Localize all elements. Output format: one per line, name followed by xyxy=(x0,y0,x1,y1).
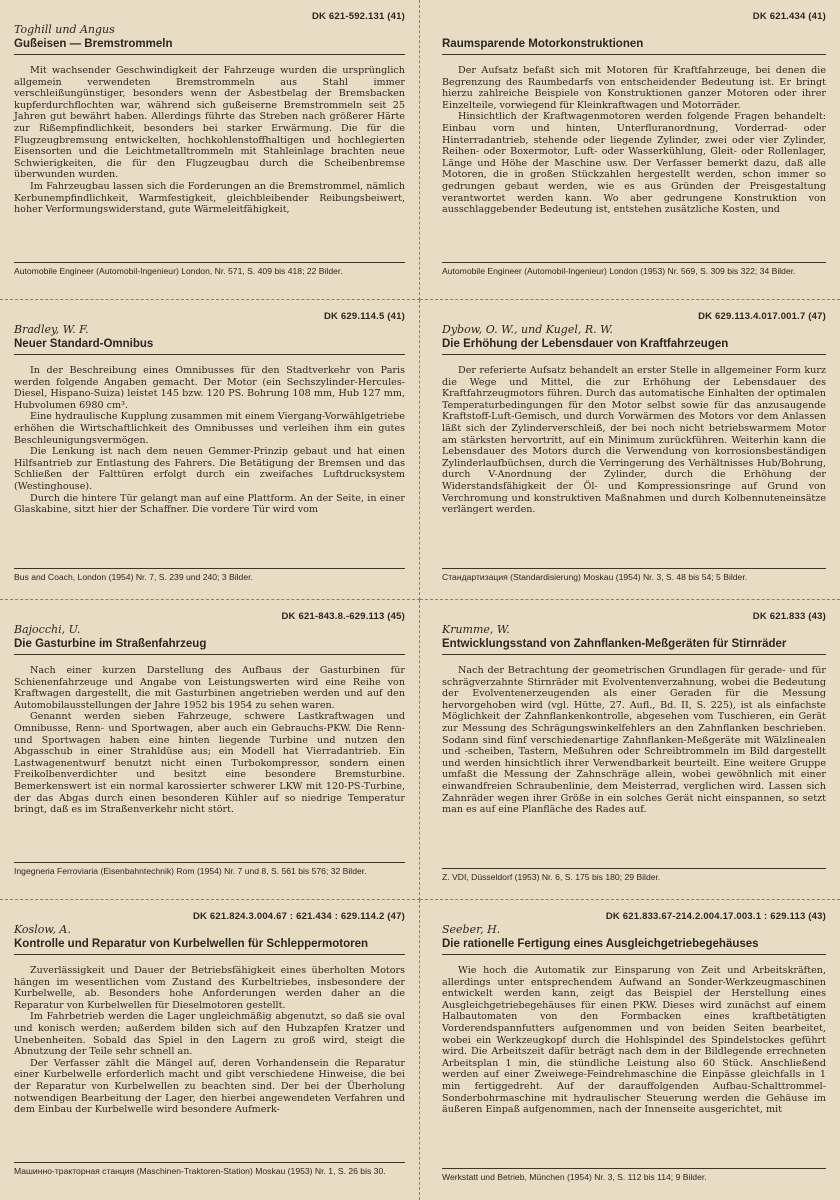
abstract-paragraph: Wie hoch die Automatik zur Einsparung von Zeit und Arbeitskräften, allerdings unter entsprechendem Aufwand an Sonder-Werkzeugmaschinen entwickelt werden kann, zeigt das Beispiel der Herstellung eines Ausgleichgetriebegehäuses für einen PKW. Dieses wird zunächst auf einem Halbautomaten von den Formbacken eines kraftbetätigten Vorderendspannfutters aufgenommen und von beiden Seiten bearbeitet, wobei ein Werkzeugkopf durch die Hohlspindel des Spindelstockes geführt wird. Die Arbeitszeit dafür beträgt nach dem in der Bildlegende errechneten Arbeitsplan 1 min, die stündliche Leistung also 60 Stück. Anschließend werden auf einer Zweiwege-Feindrehmaschine die Einpässe gleichfalls in 1 min fertiggedreht. Auf der darauffolgenden Aufbau-Schalttrommel-Sonderbohrmaschine mit hydraulischer Steuerung werden die Gehäuse im äußeren Einpaß aufgenommen, nach der Innenseite ausgerichtet, mit xyxy=(442,965,826,1116)
abstract-card xyxy=(420,900,840,1200)
abstract-body xyxy=(14,65,405,216)
abstract-card xyxy=(420,300,840,600)
author-line: Toghill und Angus xyxy=(14,23,115,36)
source-citation: Automobile Engineer (Automobil-Ingenieur) London (1953) Nr. 569, S. 309 bis 322; 34 Bilder. xyxy=(442,262,826,277)
abstract-card xyxy=(0,0,420,300)
abstract-paragraph: Der Verfasser zählt die Mängel auf, deren Vorhandensein die Reparatur einer Kurbelwelle erforderlich macht und gibt verschiedene Hinweise, die bei der Reparatur von Kurbelwellen zu beachten sind. Der bei der Überholung notwendigen Bearbeitung der Lager, den hierbei angewendeten Verfahren und dem Einbau der Kurbelwelle wird besondere Aufmerk- xyxy=(14,1057,405,1116)
author-line xyxy=(442,23,826,37)
dk-classification: DK 621.833 (43) xyxy=(752,611,826,622)
abstract-paragraph: Die Lenkung ist nach dem neuen Gemmer-Prinzip gebaut und hat einen Hilfsantrieb zur Entlastung des Fahrers. Die Betätigung der Bremsen und das Schließen der Falttüren erfolgt durch ein zweifaches Luftdrucksystem (Westinghouse). xyxy=(14,446,405,492)
abstract-body xyxy=(442,365,826,516)
abstract-body xyxy=(442,965,826,1116)
abstract-body xyxy=(442,65,826,216)
abstract-paragraph: Der Aufsatz befaßt sich mit Motoren für Kraftfahrzeuge, bei denen die Begrenzung des Raumbedarfs von entscheidender Bedeutung ist. Er bringt hierzu zahlreiche Beispiele von Konstruktionen ganzer Motoren oder ihrer Einzelteile, vorwiegend für Kleinkraftwagen und Motorräder. xyxy=(442,65,826,111)
dk-classification: DK 621.434 (41) xyxy=(752,11,826,22)
dk-classification: DK 629.114.5 (41) xyxy=(323,311,405,322)
abstract-paragraph: Zuverlässigkeit und Dauer der Betriebsfähigkeit eines überholten Motors hängen im wesentlichen vom Zustand des Kurbeltriebes, insbesondere der Kurbelwelle, ab. Besonders hohe Anforderungen werden daher an die Reparatur von Kurbelwellen für Dieselmotoren gestellt. xyxy=(14,965,405,1011)
source-citation: Машинно-тракторная станция (Maschinen-Traktoren-Station) Moskau (1953) Nr. 1, S. 26 bis 30. xyxy=(14,1162,405,1177)
abstract-paragraph: Im Fahrbetrieb werden die Lager ungleichmäßig abgenutzt, so daß sie oval und konisch werden; außerdem bilden sich auf den Hubzapfen Kratzer und Unebenheiten. Sobald das Spiel in den Lagern zu groß wird, steigt die Abnutzung der Teile sehr schnell an. xyxy=(14,1011,405,1058)
abstract-body xyxy=(442,665,826,816)
dk-classification: DK 621-592.131 (41) xyxy=(311,11,405,22)
abstract-title: Raumsparende Motorkonstruktionen xyxy=(442,37,826,55)
abstract-card xyxy=(0,900,420,1200)
abstract-paragraph: Nach einer kurzen Darstellung des Aufbaus der Gasturbinen für Schienenfahrzeuge und Angabe von Leistungswerten wird eine Reihe von Kraftwagen dargestellt, die mit Gasturbinen angetrieben werden und auf den Automobilausstellungen der Jahre 1952 bis 1954 zu sehen waren. xyxy=(14,665,405,711)
dk-classification: DK 621.824.3.004.67 : 621.434 : 629.114.2 (47) xyxy=(192,911,405,922)
abstract-body xyxy=(14,365,405,516)
source-citation: Werkstatt und Betrieb, München (1954) Nr. 3, S. 112 bis 114; 9 Bilder. xyxy=(442,1168,826,1183)
abstract-paragraph: Hinsichtlich der Kraftwagenmotoren werden folgende Fragen behandelt: Einbau vorn und hinten, Unterfluranordnung, Vorderrad- oder Hinterradantrieb, stehende oder liegende Zylinder, zwei oder vier Zylinder, Reihen- oder Boxermotor, Luft- oder Wasserkühlung, Gleit- oder Rollenlager, Länge und Höhe der Maschine usw. Der Verfasser bemerkt dazu, daß alle Motoren, die in großen Stückzahlen hergestellt werden, schon immer so gedrungen gebaut werden, wie es aus Gründen der Preisgestaltung verantwortet werden kann. Wo aber gedrungene Konstruktion von ausschlaggebender Bedeutung ist, entstehen zusätzliche Kosten, und xyxy=(442,111,826,216)
author-line: Bajocchi, U. xyxy=(14,623,81,636)
abstract-title: Die Erhöhung der Lebensdauer von Kraftfahrzeugen xyxy=(442,337,826,355)
author-line: Koslow, A. xyxy=(14,923,71,936)
abstract-title: Die rationelle Fertigung eines Ausgleichgetriebegehäuses xyxy=(442,937,826,955)
dk-classification: DK 621.833.67-214.2.004.17.003.1 : 629.113 (43) xyxy=(605,911,826,922)
abstract-paragraph: Genannt werden sieben Fahrzeuge, schwere Lastkraftwagen und Omnibusse, Renn- und Sportwagen, aber auch ein Gebrauchs-PKW. Die Renn- und Sportwagen haben eine hinten liegende Turbine und nutzen den Abgasschub in einer Strahldüse aus; ein Modell hat Vierradantrieb. Ein Lastwagenentwurf benutzt nicht einen Turbokompressor, sondern einen Freikolbenverdichter und besitzt eine besondere Bremsturbine. Bemerkenswert ist ein normal karossierter schwerer LKW mit 120-PS-Turbine, der das Abgas durch einen besonderen Kühler auf so niedrige Temperatur bringt, daß es im Straßenverkehr nicht stört. xyxy=(14,711,405,816)
abstract-paragraph: Eine hydraulische Kupplung zusammen mit einem Viergang-Vorwählgetriebe erhöhen die Wirtschaftlichkeit des Omnibusses und verleihen ihm ein gutes Beschleunigungsvermögen. xyxy=(14,411,405,446)
source-citation: Ingegneria Ferroviaria (Eisenbahntechnik) Rom (1954) Nr. 7 und 8, S. 561 bis 576; 32 Bilder. xyxy=(14,862,405,877)
abstract-paragraph: Mit wachsender Geschwindigkeit der Fahrzeuge wurden die ursprünglich allgemein verwendeten Bremstrommeln aus Stahl immer verschleißungünstiger, besonders wenn der Asbestbelag der Bremsbacken kupferdurchflochten war, während sich gußeiserne Bremstrommeln seit 25 Jahren gut bewährt haben. Allerdings führte das Streben nach größerer Härte zur Rißempfindlichkeit, besonders bei starker Erwärmung. Die für die Flugzeugbremsung entwickelten, hochkohlenstoffhaltigen und hochlegierten Eisensorten und die Leichtmetalltrommeln mit Stahleinlage brachten neue Schwierigkeiten, die für den Flugzeugbau durch die Scheibenbremse überwunden wurden. xyxy=(14,65,405,181)
abstract-card xyxy=(420,0,840,300)
abstract-paragraph: Der referierte Aufsatz behandelt an erster Stelle in allgemeiner Form kurz die Wege und Mittel, die zur Erhöhung der Lebensdauer des Kraftfahrzeugmotors führen. Durch das automatische Einhalten der optimalen Temperaturbedingungen für den Motor selbst sowie für das anzusaugende Kraftstoff-Luft-Gemisch, und durch Vorwärmen des Motors vor dem Anlassen läßt sich der Zylinderverschleiß, der bei noch nicht betriebswarmem Motor am stärksten hervortritt, auf ein Minimum zurückführen. Weiterhin kann die Lebensdauer des Motors durch die Verwendung von korrosionsbeständigen Zylinderlaufbüchsen, durch die Verringerung des Verhältnisses Hub/Bohrung, durch V-Anordnung der Zylinder, durch die Erhöhung der Widerstandsfähigkeit der Öl- und Kompressionsringe auf Grund von Verchromung und konstruktiven Maßnahmen und durch Kolbennuteneinsätze verlängert werden. xyxy=(442,365,826,516)
abstract-title: Gußeisen — Bremstrommeln xyxy=(14,37,405,55)
abstract-title: Entwicklungsstand von Zahnflanken-Meßgeräten für Stirnräder xyxy=(442,637,826,655)
abstract-paragraph: Im Fahrzeugbau lassen sich die Forderungen an die Bremstrommel, nämlich Kerbunempfindlichkeit, Warmfestigkeit, gleichbleibender Reibungsbeiwert, hoher Verformungswiderstand, gute Wärmeleitfähigkeit, xyxy=(14,180,405,216)
abstract-title: Kontrolle und Reparatur von Kurbelwellen für Schleppermotoren xyxy=(14,937,405,955)
abstract-body xyxy=(14,665,405,816)
author-line: Bradley, W. F. xyxy=(14,323,89,336)
source-citation: Z. VDI, Düsseldorf (1953) Nr. 6, S. 175 bis 180; 29 Bilder. xyxy=(442,868,826,883)
source-citation: Bus and Coach, London (1954) Nr. 7, S. 239 und 240; 3 Bilder. xyxy=(14,568,405,583)
dk-classification: DK 621-843.8.-629.113 (45) xyxy=(281,611,405,622)
abstract-paragraph: In der Beschreibung eines Omnibusses für den Stadtverkehr von Paris werden folgende Angaben gemacht. Der Motor (ein Sechszylinder-Hercules-Diesel, Hispano-Suiza) leistet 145 bzw. 120 PS. Bohrung 108 mm, Hub 127 mm, Hubvolumen 6980 cm³. xyxy=(14,365,405,411)
abstract-title: Die Gasturbine im Straßenfahrzeug xyxy=(14,637,405,655)
abstract-card xyxy=(0,600,420,900)
abstract-card xyxy=(420,600,840,900)
abstract-card xyxy=(0,300,420,600)
author-line: Krumme, W. xyxy=(442,623,510,636)
abstract-title: Neuer Standard-Omnibus xyxy=(14,337,405,355)
source-citation: Automobile Engineer (Automobil-Ingenieur) London, Nr. 571, S. 409 bis 418; 22 Bilder. xyxy=(14,262,405,277)
dk-classification: DK 629.113.4.017.001.7 (47) xyxy=(698,311,826,322)
author-line: Seeber, H. xyxy=(442,923,501,936)
source-citation: Стандартизация (Standardisierung) Moskau (1954) Nr. 3, S. 48 bis 54; 5 Bilder. xyxy=(442,568,826,583)
abstract-paragraph: Nach der Betrachtung der geometrischen Grundlagen für gerade- und für schrägverzahnte Stirnräder mit Evolventenverzahnung, wobei die Bedeutung der Evolventenerzeugenden als einer Geraden für die Messung hervorgehoben wird (vgl. Hütte, 27. Aufl., Bd. II, S. 225), ist als einfachste Möglichkeit der Zahnflankenkontrolle, abgesehen vom Tuschieren, ein Gerät zur Messung des Schrägungswinkelfehlers an den Zahnflanken beschrieben. Sodann sind fünf verschiedenartige Zahnflanken-Meßgeräte mit Wälzlinealen und -scheiben, Tastern, Meßuhren oder Schreibtrommeln im Bild dargestellt und werden hinsichtlich ihrer Verwendbarkeit beurteilt. Eine weitere Gruppe umfaßt die Messung der Zahnschräge allein, wobei gewöhnlich mit einer einwandfreien Schraubenlinie, dem Meisterrad, verglichen wird. Lassen sich Zahnräder wegen ihrer Größe in ein solches Gerät nicht einspannen, so setzt man es auf eine Planfläche des Rades auf. xyxy=(442,665,826,816)
author-line: Dybow, O. W., und Kugel, R. W. xyxy=(442,323,614,336)
abstract-paragraph: Durch die hintere Tür gelangt man auf eine Plattform. An der Seite, in einer Glaskabine, sitzt hier der Schaffner. Die vordere Tür wird vom xyxy=(14,492,405,516)
abstract-body xyxy=(14,965,405,1116)
